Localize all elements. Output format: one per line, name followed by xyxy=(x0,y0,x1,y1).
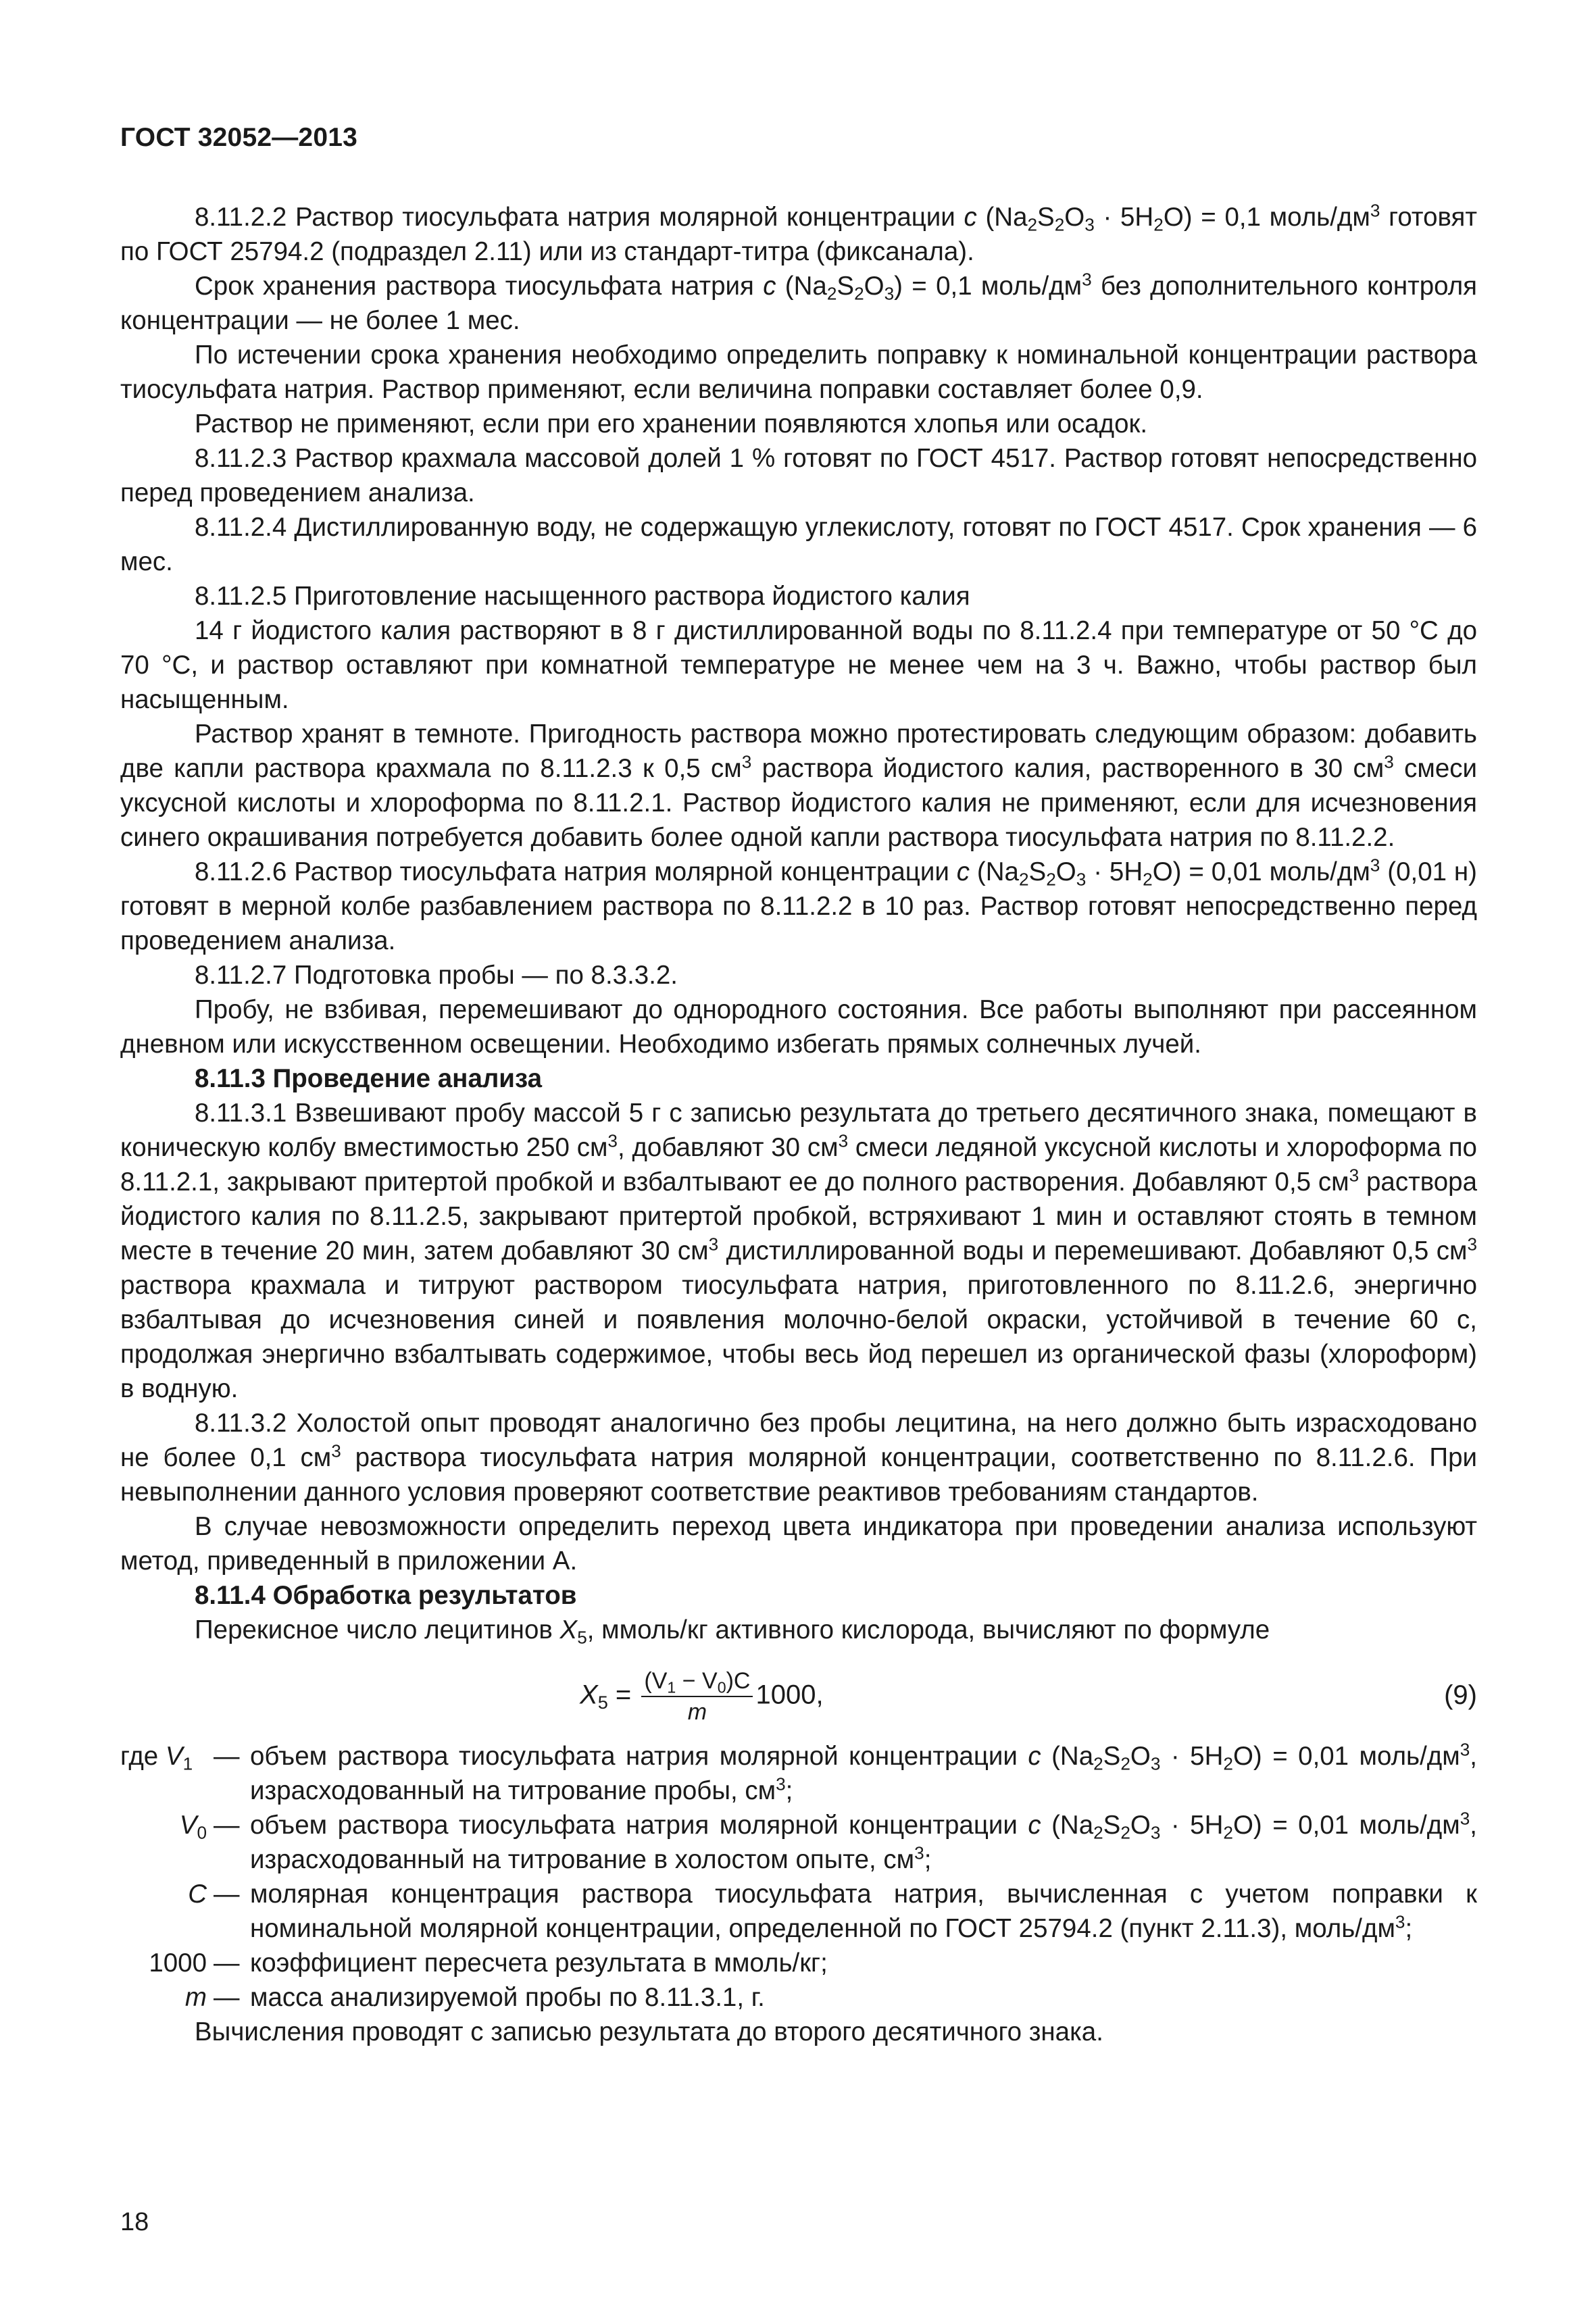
text: объем раствора тиосульфата натрия молярной концентрации xyxy=(250,1811,1028,1840)
superscript: 3 xyxy=(776,1774,786,1794)
subscript: 1 xyxy=(182,1753,193,1774)
paragraph-rounding: Вычисления проводят с записью результата до второго десятичного знака. xyxy=(195,2017,1103,2046)
text: (V xyxy=(644,1668,668,1694)
subscript: 1 xyxy=(667,1678,676,1696)
text: O) xyxy=(1232,1742,1262,1771)
equation-number: (9) xyxy=(1444,1680,1477,1710)
superscript: 3 xyxy=(708,1234,719,1255)
superscript: 3 xyxy=(1460,1739,1470,1760)
legend-symbol xyxy=(120,1877,207,1911)
text: Перекисное число лецитинов xyxy=(195,1615,560,1644)
subscript: 3 xyxy=(1076,869,1087,890)
text: · 5H xyxy=(1160,1811,1224,1840)
text: O) xyxy=(1232,1811,1262,1840)
text: (Na xyxy=(776,272,827,301)
subscript: 3 xyxy=(1150,1822,1161,1843)
symbol-c: с xyxy=(763,272,776,301)
legend-symbol xyxy=(120,1808,207,1842)
text: смеси уксусной кислоты и хлороформа по 8.11.2.1. Раствор йодистого калия не применяют, если для исчезновения синего окрашивания потребуется добавить более одной капли раствора тиосульфата натрия по 8.11.2.2. xyxy=(120,754,1477,852)
text: = 0,01 моль/дм xyxy=(1262,1811,1460,1840)
legend-row-m xyxy=(120,1980,1477,2015)
subscript: 3 xyxy=(884,283,895,304)
subscript: 2 xyxy=(1223,1822,1233,1843)
subscript: 3 xyxy=(1150,1753,1161,1774)
legend-row-v0 xyxy=(120,1808,1477,1877)
formula-9 xyxy=(120,1653,1477,1732)
legend-symbol xyxy=(120,1980,207,2015)
paragraph-indicator-alternative: В случае невозможности определить переход цвета индикатора при проведении анализа используют метод, приведенный в приложении А. xyxy=(120,1512,1477,1576)
symbol-x: X xyxy=(559,1615,578,1644)
text: = 0,01 моль/дм xyxy=(1181,857,1370,886)
text: ; xyxy=(785,1776,793,1805)
paragraph-8-11-3-1 xyxy=(120,1096,1477,1406)
subscript: 2 xyxy=(854,283,864,304)
document-body xyxy=(120,200,1477,2049)
text: , ммоль/кг активного кислорода, вычисляют по формуле xyxy=(587,1615,1270,1644)
text: S xyxy=(837,272,855,301)
superscript: 3 xyxy=(607,1130,618,1151)
text: = 0,1 моль/дм xyxy=(1192,203,1370,232)
symbol: V xyxy=(179,1811,197,1840)
heading-8-11-4: 8.11.4 Обработка результатов xyxy=(195,1581,577,1610)
paragraph-ki-preparation: 14 г йодистого калия растворяют в 8 г дистиллированной воды по 8.11.2.4 при температуре от 50 °С до 70 °С, и раствор оставляют при комнатной температуре не менее чем на 3 ч. Важно, чтобы раствор был насыщенным. xyxy=(120,616,1477,714)
subscript: 2 xyxy=(1153,214,1164,235)
paragraph-8-11-2-3: 8.11.2.3 Раствор крахмала массовой долей 1 % готовят по ГОСТ 4517. Раствор готовят непосредственно перед проведением анализа. xyxy=(120,444,1477,507)
text: = 0,01 моль/дм xyxy=(1262,1742,1460,1771)
superscript: 3 xyxy=(1460,1808,1470,1829)
text: раствора тиосульфата натрия молярной концентрации, соответственно по 8.11.2.6. При невыполнении данного условия проверяют соответствие реактивов требованиям стандартов. xyxy=(120,1443,1477,1507)
text: , израсходованный на титрование пробы, см xyxy=(250,1742,1477,1805)
text: 8.11.2.6 Раствор тиосульфата натрия молярной концентрации xyxy=(195,857,957,886)
text: S xyxy=(1103,1811,1121,1840)
paragraph-8-11-2-6 xyxy=(120,855,1477,958)
subscript: 3 xyxy=(1084,214,1095,235)
superscript: 3 xyxy=(331,1440,341,1461)
superscript: 3 xyxy=(1384,751,1394,772)
formula-lhs: X xyxy=(580,1680,598,1710)
symbol-c: с xyxy=(1028,1811,1041,1840)
legend-dash: — xyxy=(214,1742,240,1771)
legend-symbol xyxy=(120,1739,193,1774)
superscript: 3 xyxy=(1467,1234,1477,1255)
text: )C xyxy=(726,1668,751,1694)
superscript: 3 xyxy=(914,1842,924,1863)
legend-symbol: 1000 xyxy=(149,1948,207,1978)
subscript: 2 xyxy=(1018,869,1029,890)
text: раствора йодистого калия, растворенного в 30 см xyxy=(751,754,1385,783)
text: раствора йодистого калия по 8.11.2.5, закрывают притертой пробкой, встряхивают 1 мин и оставляют стоять в темном месте в течение 20 мин, затем добавляют 30 см xyxy=(120,1167,1477,1265)
text: · 5H xyxy=(1086,857,1143,886)
text: коэффициент пересчета результата в ммоль/кг; xyxy=(250,1948,828,1978)
text: 8.11.3.1 Взвешивают пробу массой 5 г с записью результата до третьего десятичного знака, помещают в коническую колбу вместимостью 250 см xyxy=(120,1099,1477,1162)
symbol-c: с xyxy=(956,857,970,886)
text: масса анализируемой пробы по 8.11.3.1, г. xyxy=(250,1983,765,2012)
formula-legend xyxy=(120,1739,1477,2015)
symbol: m xyxy=(184,1983,207,2012)
text: Срок хранения раствора тиосульфата натрия xyxy=(195,272,764,301)
text: (Na xyxy=(1041,1811,1094,1840)
subscript: 5 xyxy=(597,1692,608,1713)
subscript: 2 xyxy=(1046,869,1056,890)
subscript: 2 xyxy=(1120,1822,1130,1843)
fraction-denominator: m xyxy=(687,1699,707,1725)
subscript: 2 xyxy=(1054,214,1065,235)
text: − V xyxy=(676,1668,718,1694)
text: O) xyxy=(1163,203,1193,232)
text: ; xyxy=(924,1845,932,1874)
fraction-numerator xyxy=(641,1667,753,1697)
text: O xyxy=(1130,1811,1151,1840)
text: S xyxy=(1028,857,1047,886)
text: · 5H xyxy=(1094,203,1154,232)
symbol-c: с xyxy=(1028,1742,1041,1771)
legend-dash: — xyxy=(214,1983,240,2012)
formula-tail: 1000, xyxy=(755,1680,824,1710)
paragraph-peroxide-intro xyxy=(120,1613,1477,1647)
paragraph-storage-term xyxy=(120,269,1477,338)
text: молярная концентрация раствора тиосульфата натрия, вычисленная с учетом поправки к номинальной молярной концентрации, определенной по ГОСТ 25794.2 (пункт 2.11.3), моль/дм xyxy=(250,1880,1477,1943)
legend-row-1000 xyxy=(120,1946,1477,1980)
subscript: 0 xyxy=(717,1678,726,1696)
symbol-c: с xyxy=(964,203,977,232)
text: (Na xyxy=(970,857,1019,886)
text: 8.11.2.2 Раствор тиосульфата натрия молярной концентрации xyxy=(195,203,964,232)
paragraph-correction: По истечении срока хранения необходимо определить поправку к номинальной концентрации раствора тиосульфата натрия. Раствор применяют, если величина поправки составляет более 0,9. xyxy=(120,341,1477,404)
superscript: 3 xyxy=(1395,1911,1405,1932)
subscript: 5 xyxy=(577,1627,587,1648)
symbol: V xyxy=(165,1742,183,1771)
text: S xyxy=(1037,203,1055,232)
legend-dash: — xyxy=(214,1811,240,1840)
text: готовят по ГОСТ 25794.2 (подраздел 2.11) или из стандарт-титра (фиксанала). xyxy=(120,203,1478,266)
text: O xyxy=(1064,203,1085,232)
paragraph-sample-mixing: Пробу, не взбивая, перемешивают до однородного состояния. Все работы выполняют при рассеянном дневном или искусственном освещении. Необходимо избегать прямых солнечных лучей. xyxy=(120,995,1477,1059)
formula-expression xyxy=(580,1667,824,1726)
text: Раствор хранят в темноте. Пригодность раствора можно протестировать следующим образом: добавить две капли раствора крахмала по 8.11.2.3 к 0,5 см xyxy=(120,720,1477,783)
superscript: 3 xyxy=(838,1130,849,1151)
text: ; xyxy=(1405,1914,1413,1943)
text: , добавляют 30 см xyxy=(617,1133,839,1162)
legend-dash: — xyxy=(214,1948,240,1978)
paragraph-8-11-2-2 xyxy=(120,200,1477,269)
text: (0,01 н) готовят в мерной колбе разбавлением раствора по 8.11.2.2 в 10 раз. Раствор готовят непосредственно перед проведением анализа. xyxy=(120,857,1477,955)
subscript: 2 xyxy=(1143,869,1153,890)
text: O xyxy=(864,272,884,301)
text: смеси ледяной уксусной кислоты и хлороформа по 8.11.2.1, закрывают притертой пробкой и взбалтывают ее до полного растворения. Добавляют 0,5 см xyxy=(120,1133,1477,1197)
legend-dash: — xyxy=(214,1880,240,1909)
heading-8-11-3: 8.11.3 Проведение анализа xyxy=(195,1064,543,1093)
text: S xyxy=(1103,1742,1121,1771)
subscript: 2 xyxy=(1093,1753,1103,1774)
superscript: 3 xyxy=(1349,1165,1360,1186)
text: = 0,1 моль/дм xyxy=(902,272,1082,301)
legend-row-v1 xyxy=(120,1739,1477,1808)
text: без дополнительного контроля концентрации — не более 1 мес. xyxy=(120,272,1478,335)
text: дистиллированной воды и перемешивают. Добавляют 0,5 см xyxy=(718,1236,1468,1265)
superscript: 3 xyxy=(741,751,752,772)
paragraph-8-11-2-7: 8.11.2.7 Подготовка пробы — по 8.3.3.2. xyxy=(195,961,678,990)
formula-fraction xyxy=(641,1667,753,1726)
text: (Na xyxy=(1041,1742,1094,1771)
text: объем раствора тиосульфата натрия молярной концентрации xyxy=(250,1742,1028,1771)
superscript: 3 xyxy=(1370,200,1380,221)
paragraph-not-used: Раствор не применяют, если при его хранении появляются хлопья или осадок. xyxy=(195,409,1148,438)
text: O xyxy=(1055,857,1076,886)
text: · 5H xyxy=(1160,1742,1224,1771)
page-number: 18 xyxy=(120,2208,149,2236)
subscript: 2 xyxy=(1223,1753,1233,1774)
text: раствора крахмала и титруют раствором тиосульфата натрия, приготовленного по 8.11.2.6, энергично взбалтывая до исчезновения синей и появления молочно-белой окраски, устойчивой в течение 60 с, продолжая энергично взбалтывать содержимое, чтобы весь йод перешел из органической фазы (хлороформ) в водную. xyxy=(120,1271,1477,1403)
text: O) xyxy=(1152,857,1182,886)
paragraph-ki-test xyxy=(120,717,1477,855)
subscript: 0 xyxy=(197,1822,207,1843)
symbol: C xyxy=(188,1880,207,1909)
text: ) xyxy=(894,272,903,301)
document-header: ГОСТ 32052—2013 xyxy=(120,123,357,152)
subscript: 2 xyxy=(1120,1753,1130,1774)
text: O xyxy=(1130,1742,1151,1771)
subscript: 2 xyxy=(1093,1822,1103,1843)
paragraph-8-11-3-2 xyxy=(120,1406,1477,1509)
equals-sign: = xyxy=(607,1680,639,1710)
superscript: 3 xyxy=(1082,269,1092,290)
text: 8.11.3.2 Холостой опыт проводят аналогично без пробы лецитина, на него должно быть израсходовано не более 0,1 см xyxy=(120,1409,1477,1472)
text: , израсходованный на титрование в холостом опыте, см xyxy=(250,1811,1477,1874)
text: где xyxy=(120,1742,159,1771)
subscript: 2 xyxy=(1027,214,1038,235)
paragraph-8-11-2-5: 8.11.2.5 Приготовление насыщенного раствора йодистого калия xyxy=(195,582,970,611)
legend-row-c xyxy=(120,1877,1477,1946)
superscript: 3 xyxy=(1370,855,1380,876)
subscript: 2 xyxy=(826,283,837,304)
text: (Na xyxy=(976,203,1028,232)
paragraph-8-11-2-4: 8.11.2.4 Дистиллированную воду, не содержащую углекислоту, готовят по ГОСТ 4517. Срок хранения — 6 мес. xyxy=(120,513,1477,576)
